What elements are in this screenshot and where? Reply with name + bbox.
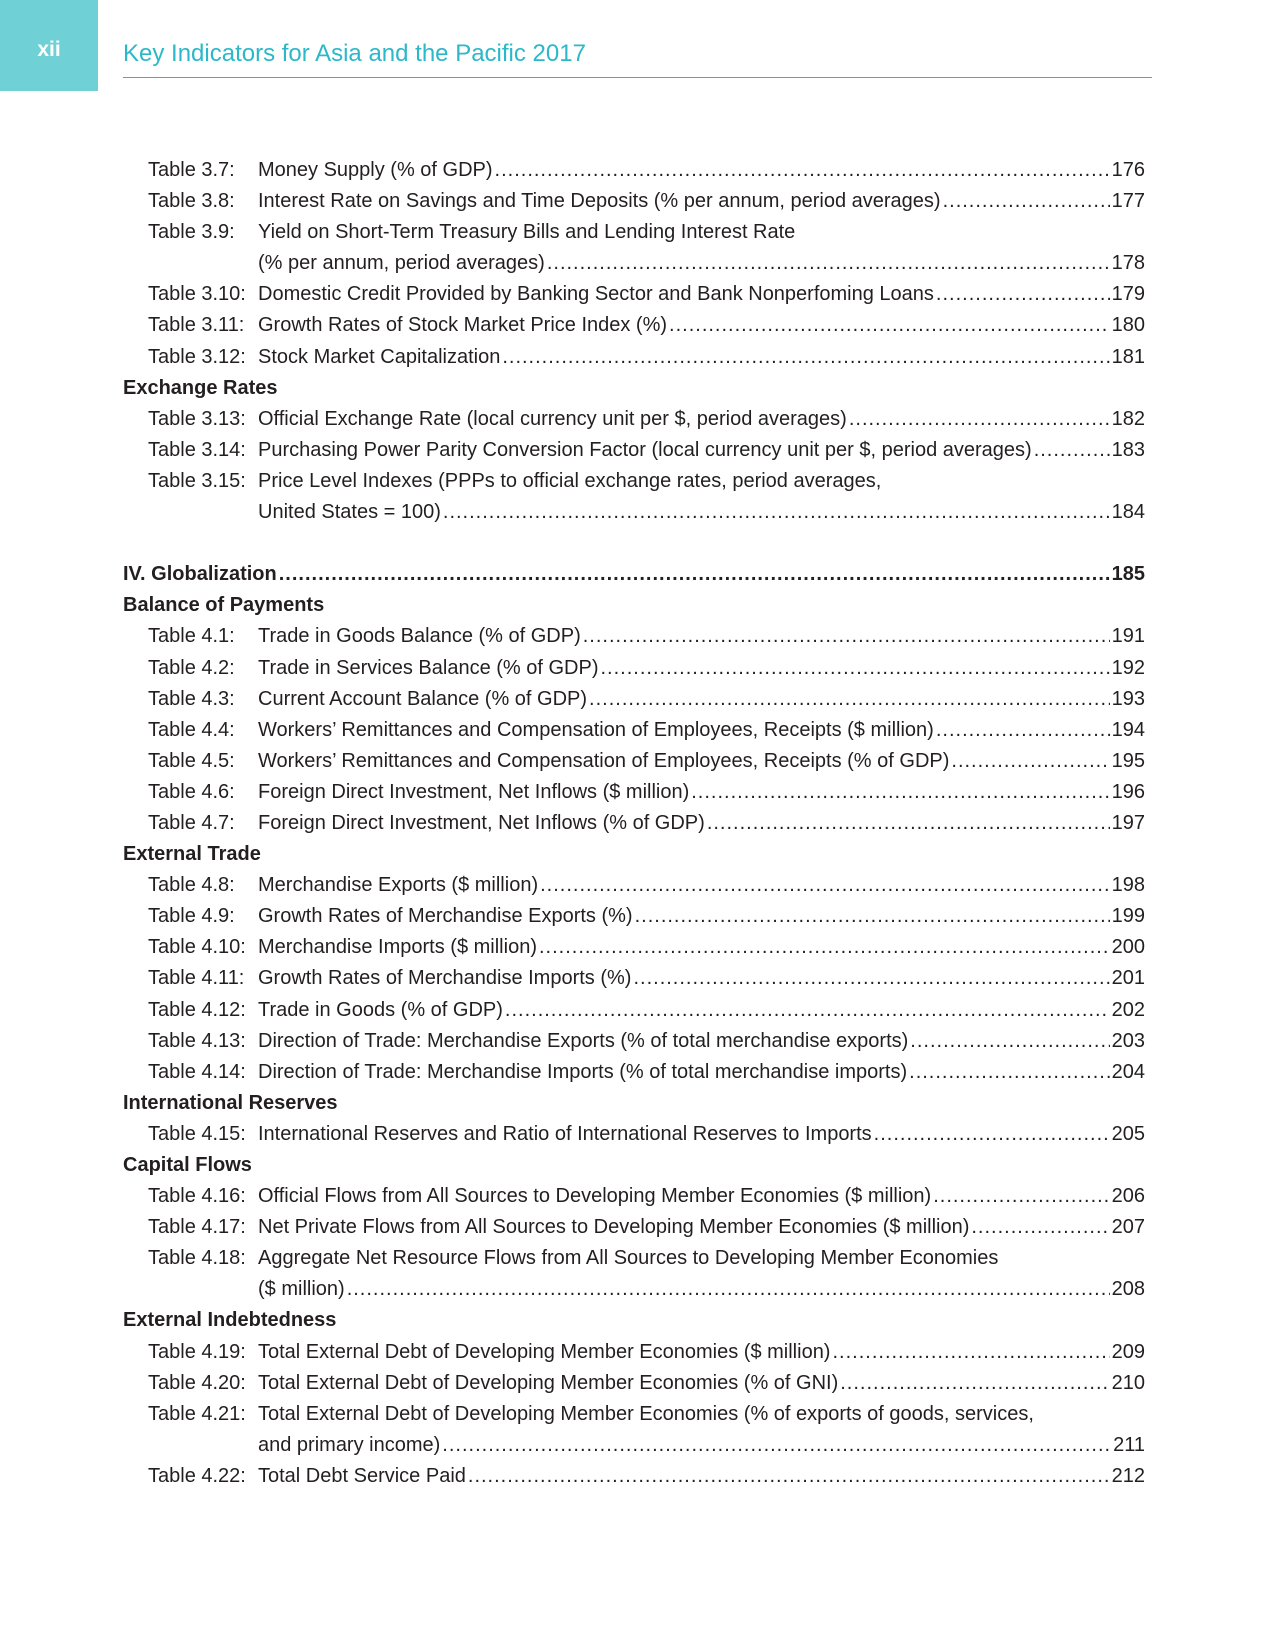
- table-label: Table 4.21:: [148, 1402, 246, 1425]
- table-label: Table 3.13:: [148, 407, 246, 430]
- page-ref: 178: [1111, 252, 1145, 275]
- toc-entry[interactable]: [123, 1368, 1145, 1399]
- table-label: Table 3.10:: [148, 283, 246, 306]
- toc-entry[interactable]: [123, 932, 1145, 963]
- dot-leader: [936, 279, 1110, 310]
- page-number: xii: [37, 37, 61, 61]
- dot-leader: [669, 310, 1110, 341]
- page-ref: 212: [1111, 1464, 1145, 1487]
- table-label: Table 4.20:: [148, 1371, 246, 1394]
- dot-leader: [832, 1337, 1109, 1368]
- table-title: Trade in Goods Balance (% of GDP): [258, 625, 581, 648]
- toc-entry[interactable]: [123, 995, 1145, 1026]
- page-ref: 183: [1111, 438, 1145, 461]
- page-ref: 206: [1111, 1185, 1145, 1208]
- table-label: Table 3.9:: [148, 221, 235, 244]
- dot-leader: [547, 248, 1110, 279]
- dot-leader: [589, 684, 1110, 715]
- toc-entry-continuation[interactable]: [123, 497, 1145, 528]
- table-title: Trade in Goods (% of GDP): [258, 998, 503, 1021]
- table-label: Table 3.11:: [148, 314, 245, 337]
- page-ref: 205: [1111, 1122, 1145, 1145]
- section-heading-title: Capital Flows: [123, 1154, 252, 1176]
- table-title-continued: ($ million): [258, 1278, 345, 1301]
- dot-leader: [1034, 435, 1110, 466]
- table-label: Table 3.12:: [148, 345, 246, 368]
- table-label: Table 4.8:: [148, 874, 235, 897]
- toc-entry[interactable]: [123, 901, 1145, 932]
- table-title: Total External Debt of Developing Member Economies (% of GNI): [258, 1371, 839, 1394]
- toc-entry-continuation[interactable]: [123, 1274, 1145, 1305]
- dot-leader: [505, 995, 1110, 1026]
- toc-entry[interactable]: [123, 1119, 1145, 1150]
- table-title: Direction of Trade: Merchandise Exports (% of total merchandise exports): [258, 1029, 909, 1052]
- dot-leader: [936, 715, 1110, 746]
- dot-leader: [347, 1274, 1110, 1305]
- toc-entry[interactable]: [123, 404, 1145, 435]
- toc-entry[interactable]: [123, 808, 1145, 839]
- dot-leader: [442, 1430, 1111, 1461]
- toc-entry[interactable]: [123, 746, 1145, 777]
- table-title: Trade in Services Balance (% of GDP): [258, 656, 599, 679]
- page-ref: 182: [1111, 407, 1145, 430]
- toc-entry[interactable]: [123, 1337, 1145, 1368]
- toc-entry[interactable]: [123, 435, 1145, 466]
- toc-entry[interactable]: [123, 621, 1145, 652]
- table-title: Foreign Direct Investment, Net Inflows ($ million): [258, 780, 690, 803]
- dot-leader: [707, 808, 1110, 839]
- table-label: Table 4.14:: [148, 1060, 246, 1083]
- table-title: Total Debt Service Paid: [258, 1464, 466, 1487]
- table-title: Money Supply (% of GDP): [258, 159, 493, 181]
- section-heading: [123, 590, 1145, 621]
- page-ref: 196: [1111, 780, 1145, 803]
- dot-leader: [933, 1181, 1109, 1212]
- table-label: Table 4.11:: [148, 967, 245, 990]
- table-label: Table 4.3:: [148, 687, 235, 710]
- page-number-tab: [0, 0, 98, 91]
- table-label: Table 4.10:: [148, 936, 246, 959]
- page-ref: 180: [1111, 314, 1145, 337]
- table-label: Table 4.1:: [148, 625, 235, 648]
- toc-entry[interactable]: [123, 684, 1145, 715]
- table-title: Current Account Balance (% of GDP): [258, 687, 588, 710]
- page-ref: 177: [1111, 190, 1145, 213]
- page-ref: 192: [1111, 656, 1145, 679]
- page-ref: 210: [1111, 1371, 1145, 1394]
- table-label: Table 4.2:: [148, 656, 235, 679]
- table-label: Table 3.14:: [148, 438, 246, 461]
- page-ref: 197: [1111, 811, 1145, 834]
- dot-leader: [635, 901, 1110, 932]
- dot-leader: [909, 1057, 1109, 1088]
- dot-leader: [601, 653, 1110, 684]
- table-of-contents: [123, 155, 1145, 1492]
- table-title-continued: (% per annum, period averages): [258, 252, 545, 275]
- table-title: Stock Market Capitalization: [258, 345, 501, 368]
- table-title: International Reserves and Ratio of International Reserves to Imports: [258, 1122, 872, 1145]
- table-title: Total External Debt of Developing Member Economies (% of exports of goods, services,: [258, 1402, 1034, 1425]
- toc-entry[interactable]: [123, 342, 1145, 373]
- toc-entry[interactable]: [123, 715, 1145, 746]
- dot-leader: [849, 404, 1110, 435]
- toc-entry[interactable]: [123, 1026, 1145, 1057]
- page-ref: 201: [1111, 967, 1145, 990]
- toc-entry[interactable]: [123, 155, 1145, 186]
- table-title: Price Level Indexes (PPPs to official exchange rates, period averages,: [258, 469, 882, 492]
- page-ref: 195: [1111, 749, 1145, 772]
- table-label: Table 4.6:: [148, 780, 235, 803]
- page-ref: 198: [1111, 874, 1145, 897]
- toc-entry[interactable]: [123, 653, 1145, 684]
- dot-leader: [951, 746, 1109, 777]
- page-ref: 208: [1111, 1278, 1145, 1301]
- spacer: [123, 528, 1145, 559]
- toc-entry[interactable]: [123, 310, 1145, 341]
- table-title: Foreign Direct Investment, Net Inflows (% of GDP): [258, 811, 705, 834]
- page-ref: 211: [1113, 1433, 1145, 1456]
- dot-leader: [971, 1212, 1109, 1243]
- page-ref: 176: [1111, 159, 1145, 181]
- toc-entry-continuation[interactable]: [123, 248, 1145, 279]
- toc-entry[interactable]: [123, 777, 1145, 808]
- toc-entry[interactable]: [123, 963, 1145, 994]
- table-title: Net Private Flows from All Sources to Developing Member Economies ($ million): [258, 1216, 970, 1239]
- page-ref: 199: [1111, 905, 1145, 928]
- dot-leader: [910, 1026, 1109, 1057]
- header-rule: [123, 77, 1152, 78]
- toc-entry[interactable]: [123, 1181, 1145, 1212]
- table-title-continued: and primary income): [258, 1433, 441, 1456]
- table-title: Workers’ Remittances and Compensation of Employees, Receipts (% of GDP): [258, 749, 950, 772]
- toc-entry[interactable]: [123, 1057, 1145, 1088]
- page-ref: 200: [1111, 936, 1145, 959]
- page-ref: 207: [1111, 1216, 1145, 1239]
- toc-entry[interactable]: [123, 279, 1145, 310]
- table-title: Official Exchange Rate (local currency unit per $, period averages): [258, 407, 847, 430]
- table-title: Official Flows from All Sources to Developing Member Economies ($ million): [258, 1185, 932, 1208]
- table-label: Table 4.7:: [148, 811, 235, 834]
- toc-entry-continuation[interactable]: [123, 1430, 1145, 1461]
- section-heading: [123, 1088, 1145, 1119]
- dot-leader: [539, 932, 1110, 963]
- table-label: Table 4.22:: [148, 1464, 246, 1487]
- table-title: Growth Rates of Stock Market Price Index (%): [258, 314, 668, 337]
- section-heading: [123, 373, 1145, 404]
- indent: [123, 1430, 258, 1461]
- table-label: Table 3.7:: [148, 159, 235, 181]
- table-label: Table 4.15:: [148, 1122, 246, 1145]
- running-header: Key Indicators for Asia and the Pacific 2017: [123, 40, 586, 67]
- table-label: Table 4.5:: [148, 749, 235, 772]
- dot-leader: [583, 621, 1110, 652]
- table-label: Table 4.4:: [148, 718, 235, 741]
- table-label: Table 4.18:: [148, 1247, 246, 1270]
- table-title-continued: United States = 100): [258, 501, 441, 524]
- toc-entry[interactable]: [123, 186, 1145, 217]
- table-label: Table 3.15:: [148, 469, 246, 492]
- toc-entry[interactable]: [123, 217, 1145, 248]
- toc-entry[interactable]: [123, 1399, 1145, 1430]
- dot-leader: [540, 870, 1110, 901]
- page-ref: 191: [1111, 625, 1145, 648]
- table-label: Table 4.13:: [148, 1029, 246, 1052]
- page-ref: 209: [1111, 1340, 1145, 1363]
- table-label: Table 4.19:: [148, 1340, 246, 1363]
- table-title: Aggregate Net Resource Flows from All Sources to Developing Member Economies: [258, 1247, 999, 1270]
- indent: [123, 1274, 258, 1305]
- dot-leader: [502, 342, 1109, 373]
- dot-leader: [874, 1119, 1110, 1150]
- toc-entry[interactable]: [123, 466, 1145, 497]
- dot-leader: [633, 963, 1109, 994]
- table-label: Table 3.8:: [148, 190, 235, 213]
- table-title: Merchandise Exports ($ million): [258, 874, 539, 897]
- section-heading: [123, 1305, 1145, 1336]
- dot-leader: [279, 559, 1110, 590]
- indent: [123, 497, 258, 528]
- toc-entry[interactable]: [123, 870, 1145, 901]
- dot-leader: [468, 1461, 1110, 1492]
- table-title: Merchandise Imports ($ million): [258, 936, 537, 959]
- toc-entry[interactable]: [123, 1461, 1145, 1492]
- table-title: Workers’ Remittances and Compensation of Employees, Receipts ($ million): [258, 718, 934, 741]
- part-title: IV. Globalization: [123, 563, 277, 586]
- table-label: Table 4.16:: [148, 1185, 246, 1208]
- table-title: Growth Rates of Merchandise Imports (%): [258, 967, 632, 990]
- table-title: Purchasing Power Parity Conversion Factor (local currency unit per $, period averages): [258, 438, 1032, 461]
- page-ref: 203: [1111, 1029, 1145, 1052]
- page-ref: 193: [1111, 687, 1145, 710]
- table-title: Yield on Short-Term Treasury Bills and Lending Interest Rate: [258, 221, 796, 244]
- section-heading: [123, 1150, 1145, 1181]
- section-heading-title: External Indebtedness: [123, 1309, 337, 1332]
- table-title: Total External Debt of Developing Member Economies ($ million): [258, 1340, 831, 1363]
- section-heading-title: Exchange Rates: [123, 376, 278, 399]
- table-label: Table 4.12:: [148, 998, 246, 1021]
- page-ref: 204: [1111, 1060, 1145, 1083]
- table-title: Direction of Trade: Merchandise Imports (% of total merchandise imports): [258, 1060, 908, 1083]
- section-heading: [123, 839, 1145, 870]
- page-ref: 179: [1111, 283, 1145, 306]
- toc-entry[interactable]: [123, 1212, 1145, 1243]
- indent: [123, 248, 258, 279]
- dot-leader: [691, 777, 1109, 808]
- table-label: Table 4.9:: [148, 905, 235, 928]
- table-title: Interest Rate on Savings and Time Deposits (% per annum, period averages): [258, 190, 941, 213]
- page-ref: 185: [1111, 563, 1145, 586]
- part-heading-entry[interactable]: [123, 559, 1145, 590]
- section-heading-title: External Trade: [123, 843, 261, 866]
- page-ref: 184: [1111, 501, 1145, 524]
- toc-entry[interactable]: [123, 1243, 1145, 1274]
- section-heading-title: Balance of Payments: [123, 594, 325, 617]
- page-ref: 181: [1111, 345, 1145, 368]
- dot-leader: [943, 186, 1110, 217]
- dot-leader: [840, 1368, 1109, 1399]
- dot-leader: [443, 497, 1110, 528]
- table-title: Growth Rates of Merchandise Exports (%): [258, 905, 633, 928]
- table-title: Domestic Credit Provided by Banking Sector and Bank Nonperfoming Loans: [258, 283, 934, 306]
- table-label: Table 4.17:: [148, 1216, 246, 1239]
- page-ref: 202: [1111, 998, 1145, 1021]
- page-ref: 194: [1111, 718, 1145, 741]
- section-heading-title: International Reserves: [123, 1091, 338, 1114]
- dot-leader: [495, 155, 1110, 186]
